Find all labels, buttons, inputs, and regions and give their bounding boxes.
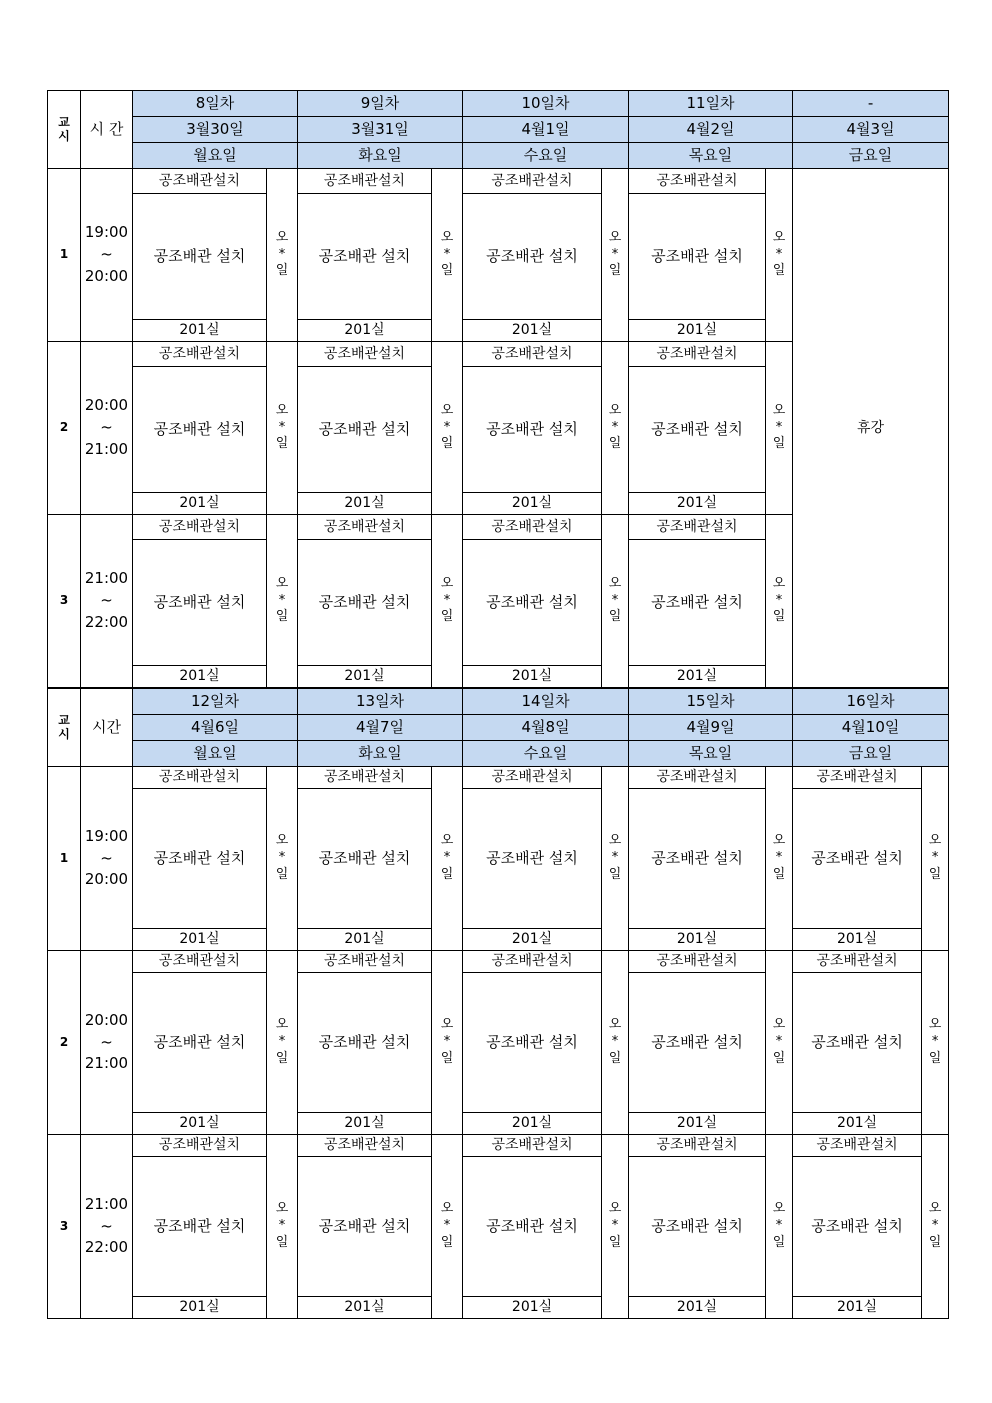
instructor-char: 오: [772, 1017, 786, 1033]
instructor-char: 일: [275, 609, 289, 625]
course-title: 공조배관설치: [298, 342, 432, 367]
instructor-name: [766, 767, 793, 951]
instructor-char: 일: [608, 1050, 622, 1066]
course-content: 공조배관 설치: [133, 367, 267, 493]
course-content: 공조배관 설치: [298, 1157, 432, 1297]
instructor-char: *: [611, 246, 619, 262]
day-num-header: 16일차: [793, 689, 949, 715]
instructor-name: [922, 1135, 949, 1319]
day-num-header: 10일차: [463, 91, 629, 117]
instructor-chars: [441, 1201, 454, 1252]
instructor-char: 오: [275, 1201, 289, 1217]
instructor-char: 일: [928, 1050, 942, 1066]
course-content: 공조배관 설치: [463, 973, 602, 1113]
day-num-header: 12일차: [133, 689, 298, 715]
course-title: 공조배관설치: [463, 767, 602, 789]
time-sep: ~: [100, 418, 113, 437]
classroom: 201실: [298, 666, 432, 688]
course-content: 공조배관 설치: [133, 540, 267, 666]
course-content: 공조배관 설치: [793, 1157, 922, 1297]
instructor-char: 일: [608, 436, 622, 452]
course-title: 공조배관설치: [629, 169, 766, 194]
time-sep: ~: [100, 1032, 113, 1051]
instructor-char: 오: [440, 833, 454, 849]
course-content: 공조배관 설치: [463, 789, 602, 929]
instructor-name: [432, 1135, 463, 1319]
course-title: 공조배관설치: [463, 169, 602, 194]
course-content: 공조배관 설치: [298, 789, 432, 929]
instructor-name: [602, 169, 629, 342]
course-content: 공조배관 설치: [133, 973, 267, 1113]
classroom: 201실: [463, 929, 602, 951]
course-title: 공조배관설치: [133, 1135, 267, 1157]
course-title: 공조배관설치: [793, 951, 922, 973]
instructor-char: 오: [772, 1201, 786, 1217]
classroom: 201실: [463, 493, 602, 515]
instructor-char: 오: [440, 229, 454, 245]
course-title: 공조배관설치: [298, 515, 432, 540]
instructor-char: *: [775, 1218, 783, 1234]
instructor-char: *: [278, 1218, 286, 1234]
instructor-name: [766, 515, 793, 688]
course-title: 공조배관설치: [298, 1135, 432, 1157]
instructor-char: *: [443, 419, 451, 435]
instructor-char: 일: [440, 263, 454, 279]
time-range: [81, 951, 133, 1135]
instructor-chars: [276, 833, 289, 884]
instructor-char: 오: [440, 402, 454, 418]
course-title: 공조배관설치: [133, 951, 267, 973]
course-title: 공조배관설치: [133, 342, 267, 367]
course-title: 공조배관설치: [629, 767, 766, 789]
course-title: 공조배관설치: [133, 169, 267, 194]
instructor-char: 오: [928, 1017, 942, 1033]
course-title: 공조배관설치: [793, 767, 922, 789]
instructor-char: 오: [440, 1201, 454, 1217]
classroom: 201실: [133, 1297, 267, 1319]
course-content: 공조배관 설치: [629, 1157, 766, 1297]
course-title: 공조배관설치: [463, 951, 602, 973]
schedule-table-week2: [47, 688, 949, 1319]
course-title: 공조배관설치: [133, 767, 267, 789]
instructor-char: 오: [608, 1201, 622, 1217]
instructor-chars: [276, 1017, 289, 1068]
instructor-name: [602, 951, 629, 1135]
day-num-header: 13일차: [298, 689, 463, 715]
instructor-name: [766, 169, 793, 342]
course-content: 공조배관 설치: [298, 973, 432, 1113]
holiday-cell: 휴강: [793, 169, 949, 688]
instructor-char: 오: [608, 1017, 622, 1033]
classroom: 201실: [629, 1113, 766, 1135]
course-content: 공조배관 설치: [629, 194, 766, 320]
instructor-chars: [441, 576, 454, 627]
day-num-header: 15일차: [629, 689, 793, 715]
instructor-chars: [441, 1017, 454, 1068]
instructor-char: *: [775, 1034, 783, 1050]
instructor-chars: [929, 1017, 942, 1068]
classroom: 201실: [629, 1297, 766, 1319]
time-start: 20:00: [84, 1010, 129, 1029]
instructor-name: [267, 767, 298, 951]
day-date-header: 4월2일: [629, 117, 793, 143]
instructor-char: *: [611, 1218, 619, 1234]
instructor-char: 오: [608, 402, 622, 418]
instructor-chars: [609, 403, 622, 454]
period-number: 1: [48, 169, 81, 342]
time-end: 22:00: [84, 1238, 129, 1257]
instructor-chars: [276, 576, 289, 627]
instructor-char: *: [443, 850, 451, 866]
classroom: 201실: [629, 666, 766, 688]
instructor-name: [922, 951, 949, 1135]
classroom: 201실: [463, 320, 602, 342]
instructor-char: 일: [440, 1050, 454, 1066]
classroom: 201실: [298, 1297, 432, 1319]
day-date-header: 3월30일: [133, 117, 298, 143]
time-start: 19:00: [84, 223, 129, 242]
instructor-char: 오: [772, 833, 786, 849]
day-date-header: 4월6일: [133, 715, 298, 741]
instructor-chars: [609, 1017, 622, 1068]
instructor-chars: [441, 403, 454, 454]
instructor-name: [267, 342, 298, 515]
day-date-header: 4월3일: [793, 117, 949, 143]
instructor-char: 일: [772, 1050, 786, 1066]
instructor-char: 오: [928, 833, 942, 849]
time-range: [81, 1135, 133, 1319]
instructor-char: 일: [608, 866, 622, 882]
instructor-name: [267, 951, 298, 1135]
time-start: 21:00: [84, 1194, 129, 1213]
instructor-char: 오: [608, 833, 622, 849]
time-end: 20:00: [84, 870, 129, 889]
day-weekday-header: 금요일: [793, 143, 949, 169]
day-date-header: 4월10일: [793, 715, 949, 741]
instructor-char: *: [931, 1218, 939, 1234]
day-weekday-header: 수요일: [463, 741, 629, 767]
time-start: 21:00: [84, 569, 129, 588]
instructor-char: *: [443, 1034, 451, 1050]
instructor-char: 오: [772, 575, 786, 591]
classroom: 201실: [463, 1297, 602, 1319]
instructor-char: 일: [440, 866, 454, 882]
classroom: 201실: [133, 666, 267, 688]
instructor-name: [432, 951, 463, 1135]
classroom: 201실: [133, 493, 267, 515]
course-content: 공조배관 설치: [463, 540, 602, 666]
instructor-name: [766, 951, 793, 1135]
time-end: 22:00: [84, 612, 129, 631]
day-date-header: 4월8일: [463, 715, 629, 741]
course-content: 공조배관 설치: [463, 1157, 602, 1297]
day-weekday-header: 월요일: [133, 741, 298, 767]
classroom: 201실: [463, 666, 602, 688]
instructor-char: *: [611, 1034, 619, 1050]
time-range: [81, 515, 133, 688]
instructor-char: 일: [608, 1234, 622, 1250]
course-content: 공조배관 설치: [133, 194, 267, 320]
classroom: 201실: [793, 1113, 922, 1135]
instructor-chars: [441, 230, 454, 281]
classroom: 201실: [629, 320, 766, 342]
course-content: 공조배관 설치: [298, 367, 432, 493]
day-weekday-header: 화요일: [298, 143, 463, 169]
day-weekday-header: 수요일: [463, 143, 629, 169]
instructor-name: [267, 169, 298, 342]
day-weekday-header: 화요일: [298, 741, 463, 767]
time-header: 시간: [81, 689, 133, 767]
classroom: 201실: [629, 929, 766, 951]
instructor-chars: [773, 1017, 786, 1068]
instructor-name: [432, 169, 463, 342]
instructor-char: 일: [772, 436, 786, 452]
instructor-char: *: [775, 419, 783, 435]
instructor-char: 일: [275, 1050, 289, 1066]
period-header: 교 시: [48, 689, 81, 767]
time-range: [81, 169, 133, 342]
instructor-char: 오: [275, 575, 289, 591]
instructor-char: *: [278, 246, 286, 262]
instructor-char: 오: [608, 575, 622, 591]
instructor-char: 일: [928, 866, 942, 882]
instructor-char: 오: [275, 229, 289, 245]
instructor-name: [922, 767, 949, 951]
time-sep: ~: [100, 848, 113, 867]
instructor-chars: [276, 1201, 289, 1252]
classroom: 201실: [793, 1297, 922, 1319]
classroom: 201실: [298, 1113, 432, 1135]
instructor-char: 일: [440, 609, 454, 625]
instructor-name: [766, 1135, 793, 1319]
instructor-chars: [276, 403, 289, 454]
day-num-header: 8일차: [133, 91, 298, 117]
instructor-char: 일: [440, 1234, 454, 1250]
day-date-header: 3월31일: [298, 117, 463, 143]
instructor-char: 오: [928, 1201, 942, 1217]
course-content: 공조배관 설치: [133, 1157, 267, 1297]
instructor-char: *: [931, 850, 939, 866]
course-content: 공조배관 설치: [629, 367, 766, 493]
classroom: 201실: [298, 929, 432, 951]
instructor-chars: [773, 230, 786, 281]
instructor-name: [432, 342, 463, 515]
instructor-chars: [276, 230, 289, 281]
classroom: 201실: [298, 320, 432, 342]
course-title: 공조배관설치: [629, 342, 766, 367]
instructor-char: 일: [772, 866, 786, 882]
instructor-char: *: [443, 1218, 451, 1234]
course-content: 공조배관 설치: [629, 973, 766, 1113]
day-date-header: 4월7일: [298, 715, 463, 741]
instructor-char: 일: [440, 436, 454, 452]
classroom: 201실: [463, 1113, 602, 1135]
instructor-chars: [773, 576, 786, 627]
instructor-char: 일: [928, 1234, 942, 1250]
course-content: 공조배관 설치: [629, 789, 766, 929]
period-number: 2: [48, 342, 81, 515]
instructor-char: 일: [275, 263, 289, 279]
course-content: 공조배관 설치: [793, 789, 922, 929]
instructor-chars: [441, 833, 454, 884]
course-content: 공조배관 설치: [298, 540, 432, 666]
instructor-chars: [773, 833, 786, 884]
instructor-char: *: [611, 850, 619, 866]
day-date-header: 4월1일: [463, 117, 629, 143]
period-number: 1: [48, 767, 81, 951]
instructor-char: 오: [275, 402, 289, 418]
course-title: 공조배관설치: [463, 515, 602, 540]
instructor-name: [267, 1135, 298, 1319]
day-weekday-header: 목요일: [629, 143, 793, 169]
day-num-header: 14일차: [463, 689, 629, 715]
instructor-name: [602, 515, 629, 688]
instructor-char: *: [443, 592, 451, 608]
instructor-chars: [609, 833, 622, 884]
classroom: 201실: [133, 929, 267, 951]
time-end: 20:00: [84, 266, 129, 285]
instructor-char: 오: [440, 1017, 454, 1033]
instructor-char: *: [278, 1034, 286, 1050]
classroom: 201실: [133, 320, 267, 342]
instructor-char: 오: [440, 575, 454, 591]
classroom: 201실: [133, 1113, 267, 1135]
instructor-name: [602, 767, 629, 951]
course-title: 공조배관설치: [629, 515, 766, 540]
day-num-header: 11일차: [629, 91, 793, 117]
time-end: 21:00: [84, 1054, 129, 1073]
course-content: 공조배관 설치: [463, 367, 602, 493]
period-header: 교 시: [48, 91, 81, 169]
instructor-chars: [773, 1201, 786, 1252]
day-num-header: 9일차: [298, 91, 463, 117]
classroom: 201실: [298, 493, 432, 515]
course-title: 공조배관설치: [133, 515, 267, 540]
instructor-name: [602, 342, 629, 515]
instructor-name: [432, 767, 463, 951]
instructor-char: 일: [772, 609, 786, 625]
instructor-char: 일: [772, 1234, 786, 1250]
course-title: 공조배관설치: [298, 169, 432, 194]
instructor-char: 일: [772, 263, 786, 279]
day-weekday-header: 금요일: [793, 741, 949, 767]
course-title: 공조배관설치: [298, 767, 432, 789]
instructor-char: 오: [608, 229, 622, 245]
course-title: 공조배관설치: [629, 1135, 766, 1157]
instructor-char: 일: [275, 1234, 289, 1250]
time-header: 시 간: [81, 91, 133, 169]
instructor-name: [432, 515, 463, 688]
instructor-char: 일: [608, 609, 622, 625]
period-number: 3: [48, 1135, 81, 1319]
period-number: 2: [48, 951, 81, 1135]
instructor-char: 오: [275, 833, 289, 849]
time-end: 21:00: [84, 439, 129, 458]
instructor-chars: [609, 230, 622, 281]
instructor-chars: [609, 576, 622, 627]
instructor-char: 일: [608, 263, 622, 279]
classroom: 201실: [793, 929, 922, 951]
instructor-char: 일: [275, 436, 289, 452]
instructor-chars: [929, 833, 942, 884]
day-weekday-header: 월요일: [133, 143, 298, 169]
instructor-char: *: [775, 246, 783, 262]
time-range: [81, 342, 133, 515]
course-content: 공조배관 설치: [298, 194, 432, 320]
instructor-chars: [929, 1201, 942, 1252]
course-title: 공조배관설치: [463, 1135, 602, 1157]
instructor-char: *: [611, 592, 619, 608]
instructor-char: *: [931, 1034, 939, 1050]
course-content: 공조배관 설치: [629, 540, 766, 666]
time-sep: ~: [100, 245, 113, 264]
time-range: [81, 767, 133, 951]
instructor-char: *: [278, 592, 286, 608]
instructor-char: *: [278, 419, 286, 435]
instructor-chars: [773, 403, 786, 454]
instructor-char: 일: [275, 866, 289, 882]
instructor-char: 오: [275, 1017, 289, 1033]
course-title: 공조배관설치: [298, 951, 432, 973]
instructor-char: *: [775, 592, 783, 608]
course-title: 공조배관설치: [793, 1135, 922, 1157]
course-title: 공조배관설치: [463, 342, 602, 367]
course-content: 공조배관 설치: [463, 194, 602, 320]
course-content: 공조배관 설치: [793, 973, 922, 1113]
instructor-name: [766, 342, 793, 515]
course-title: 공조배관설치: [629, 951, 766, 973]
time-start: 20:00: [84, 396, 129, 415]
day-weekday-header: 목요일: [629, 741, 793, 767]
instructor-char: *: [775, 850, 783, 866]
instructor-char: *: [611, 419, 619, 435]
instructor-char: 오: [772, 229, 786, 245]
day-date-header: 4월9일: [629, 715, 793, 741]
instructor-char: *: [443, 246, 451, 262]
day-num-header: -: [793, 91, 949, 117]
instructor-name: [602, 1135, 629, 1319]
instructor-chars: [609, 1201, 622, 1252]
period-number: 3: [48, 515, 81, 688]
classroom: 201실: [629, 493, 766, 515]
instructor-name: [267, 515, 298, 688]
schedule-table-week1: [47, 90, 949, 688]
instructor-char: *: [278, 850, 286, 866]
course-content: 공조배관 설치: [133, 789, 267, 929]
time-start: 19:00: [84, 826, 129, 845]
instructor-char: 오: [772, 402, 786, 418]
time-sep: ~: [100, 591, 113, 610]
time-sep: ~: [100, 1216, 113, 1235]
